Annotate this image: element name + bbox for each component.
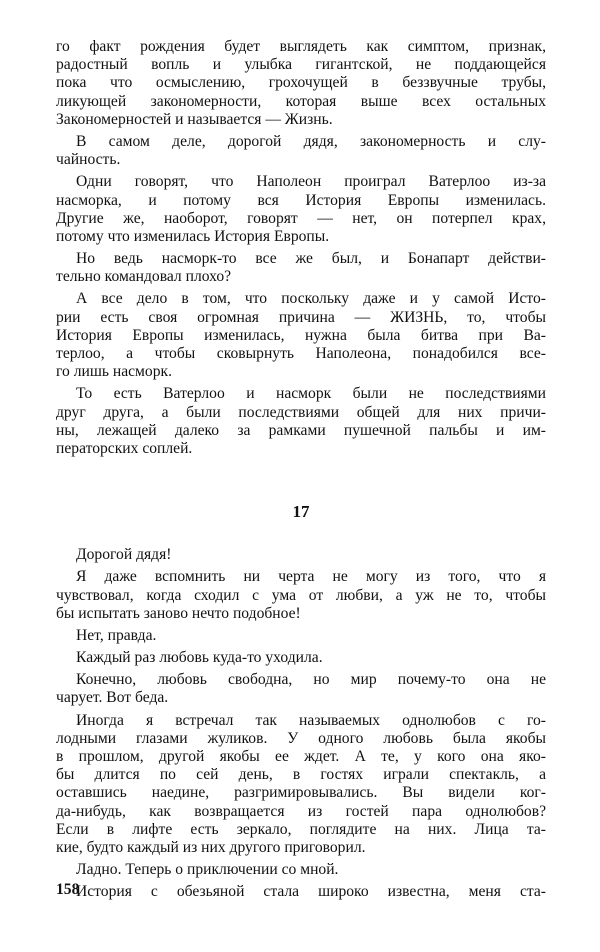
text-line: История с обезьяной стала широко известна, меня ста- <box>76 883 546 901</box>
text-line: Если в лифте есть зеркало, поглядите на них. Лица та- <box>56 820 546 838</box>
text-line: в прошлом, другой якобы ее ждет. А те, у кого она яко- <box>56 748 546 765</box>
text-line: лодными глазами жуликов. У одного любовь была якобы <box>56 729 546 747</box>
text-line: да-нибудь, как возвращается из гостей пара однолюбов? <box>56 802 546 820</box>
text-line: Дорогой дядя! <box>76 546 172 564</box>
page-text <box>56 38 546 902</box>
text-line: Ладно. Теперь о приключении со мной. <box>76 861 339 879</box>
text-line: рии есть своя огромная причина — ЖИЗНЬ, то, чтобы <box>56 308 546 326</box>
text-line: бы испытать заново нечто подобное! <box>56 604 301 622</box>
text-line: чарует. Вот беда. <box>56 689 169 707</box>
text-line: В самом деле, дорогой дядя, закономерность и слу- <box>76 132 546 150</box>
text-line: оставшись наедине, разгримировывались. Вы видели ког- <box>56 784 546 802</box>
text-line: бы длится по сей день, в гостях играли спектакль, а <box>56 766 546 784</box>
text-line: Конечно, любовь свободна, но мир почему-то она не <box>76 671 546 689</box>
text-line: Одни говорят, что Наполеон проиграл Ватерлоо из-за <box>76 173 546 191</box>
text-line: Но ведь насморк-то все же был, и Бонапарт действи- <box>76 250 546 268</box>
text-line: го лишь насморк. <box>56 363 172 381</box>
text-line: Закономерностей и называется — Жизнь. <box>56 110 333 128</box>
text-line: насморка, и потому вся История Европы изменилась. <box>56 191 546 209</box>
text-line: го факт рождения будет выглядеть как симптом, признак, <box>56 38 546 55</box>
text-line: кие, будто каждый из них другого приговорил. <box>56 838 366 856</box>
text-line: терлоо, а чтобы сковырнуть Наполеона, понадобился все- <box>56 345 546 362</box>
text-line: ператорских соплей. <box>56 439 193 457</box>
text-line: То есть Ватерлоо и насморк были не последствиями <box>76 385 546 403</box>
text-line: потому что изменилась История Европы. <box>56 227 330 245</box>
text-line: тельно командовал плохо? <box>56 268 232 286</box>
text-line: Я даже вспомнить ни черта не могу из того, что я <box>76 568 546 586</box>
text-line: чайность. <box>56 151 121 169</box>
text-line: Другие же, наоборот, говорят — нет, он потерпел крах, <box>56 209 546 227</box>
text-line: радостный вопль и улыбка гигантской, не поддающейся <box>56 56 546 74</box>
text-line: Нет, правда. <box>76 626 157 644</box>
text-line: ликующей закономерности, которая выше всех остальных <box>56 92 546 110</box>
section-heading: 17 <box>292 502 310 522</box>
text-line: А все дело в том, что поскольку даже и у самой Исто- <box>76 290 546 308</box>
text-line: Иногда я встречал так называемых однолюбов с го- <box>76 711 546 729</box>
text-line: чувствовал, когда сходил с ума от любви, а уж не то, чтобы <box>56 586 546 604</box>
text-line: История Европы изменилась, нужна была битва при Ва- <box>56 326 546 344</box>
text-line: Каждый раз любовь куда-то уходила. <box>76 649 323 667</box>
text-line: пока что осмыслению, грохочущей в беззвучные трубы, <box>56 74 546 92</box>
page-number: 158 <box>56 881 80 898</box>
text-line: друг друга, а были последствиями общей для них причи- <box>56 403 546 421</box>
text-line: ны, лежащей далеко за рамками пушечной пальбы и им- <box>56 421 546 439</box>
